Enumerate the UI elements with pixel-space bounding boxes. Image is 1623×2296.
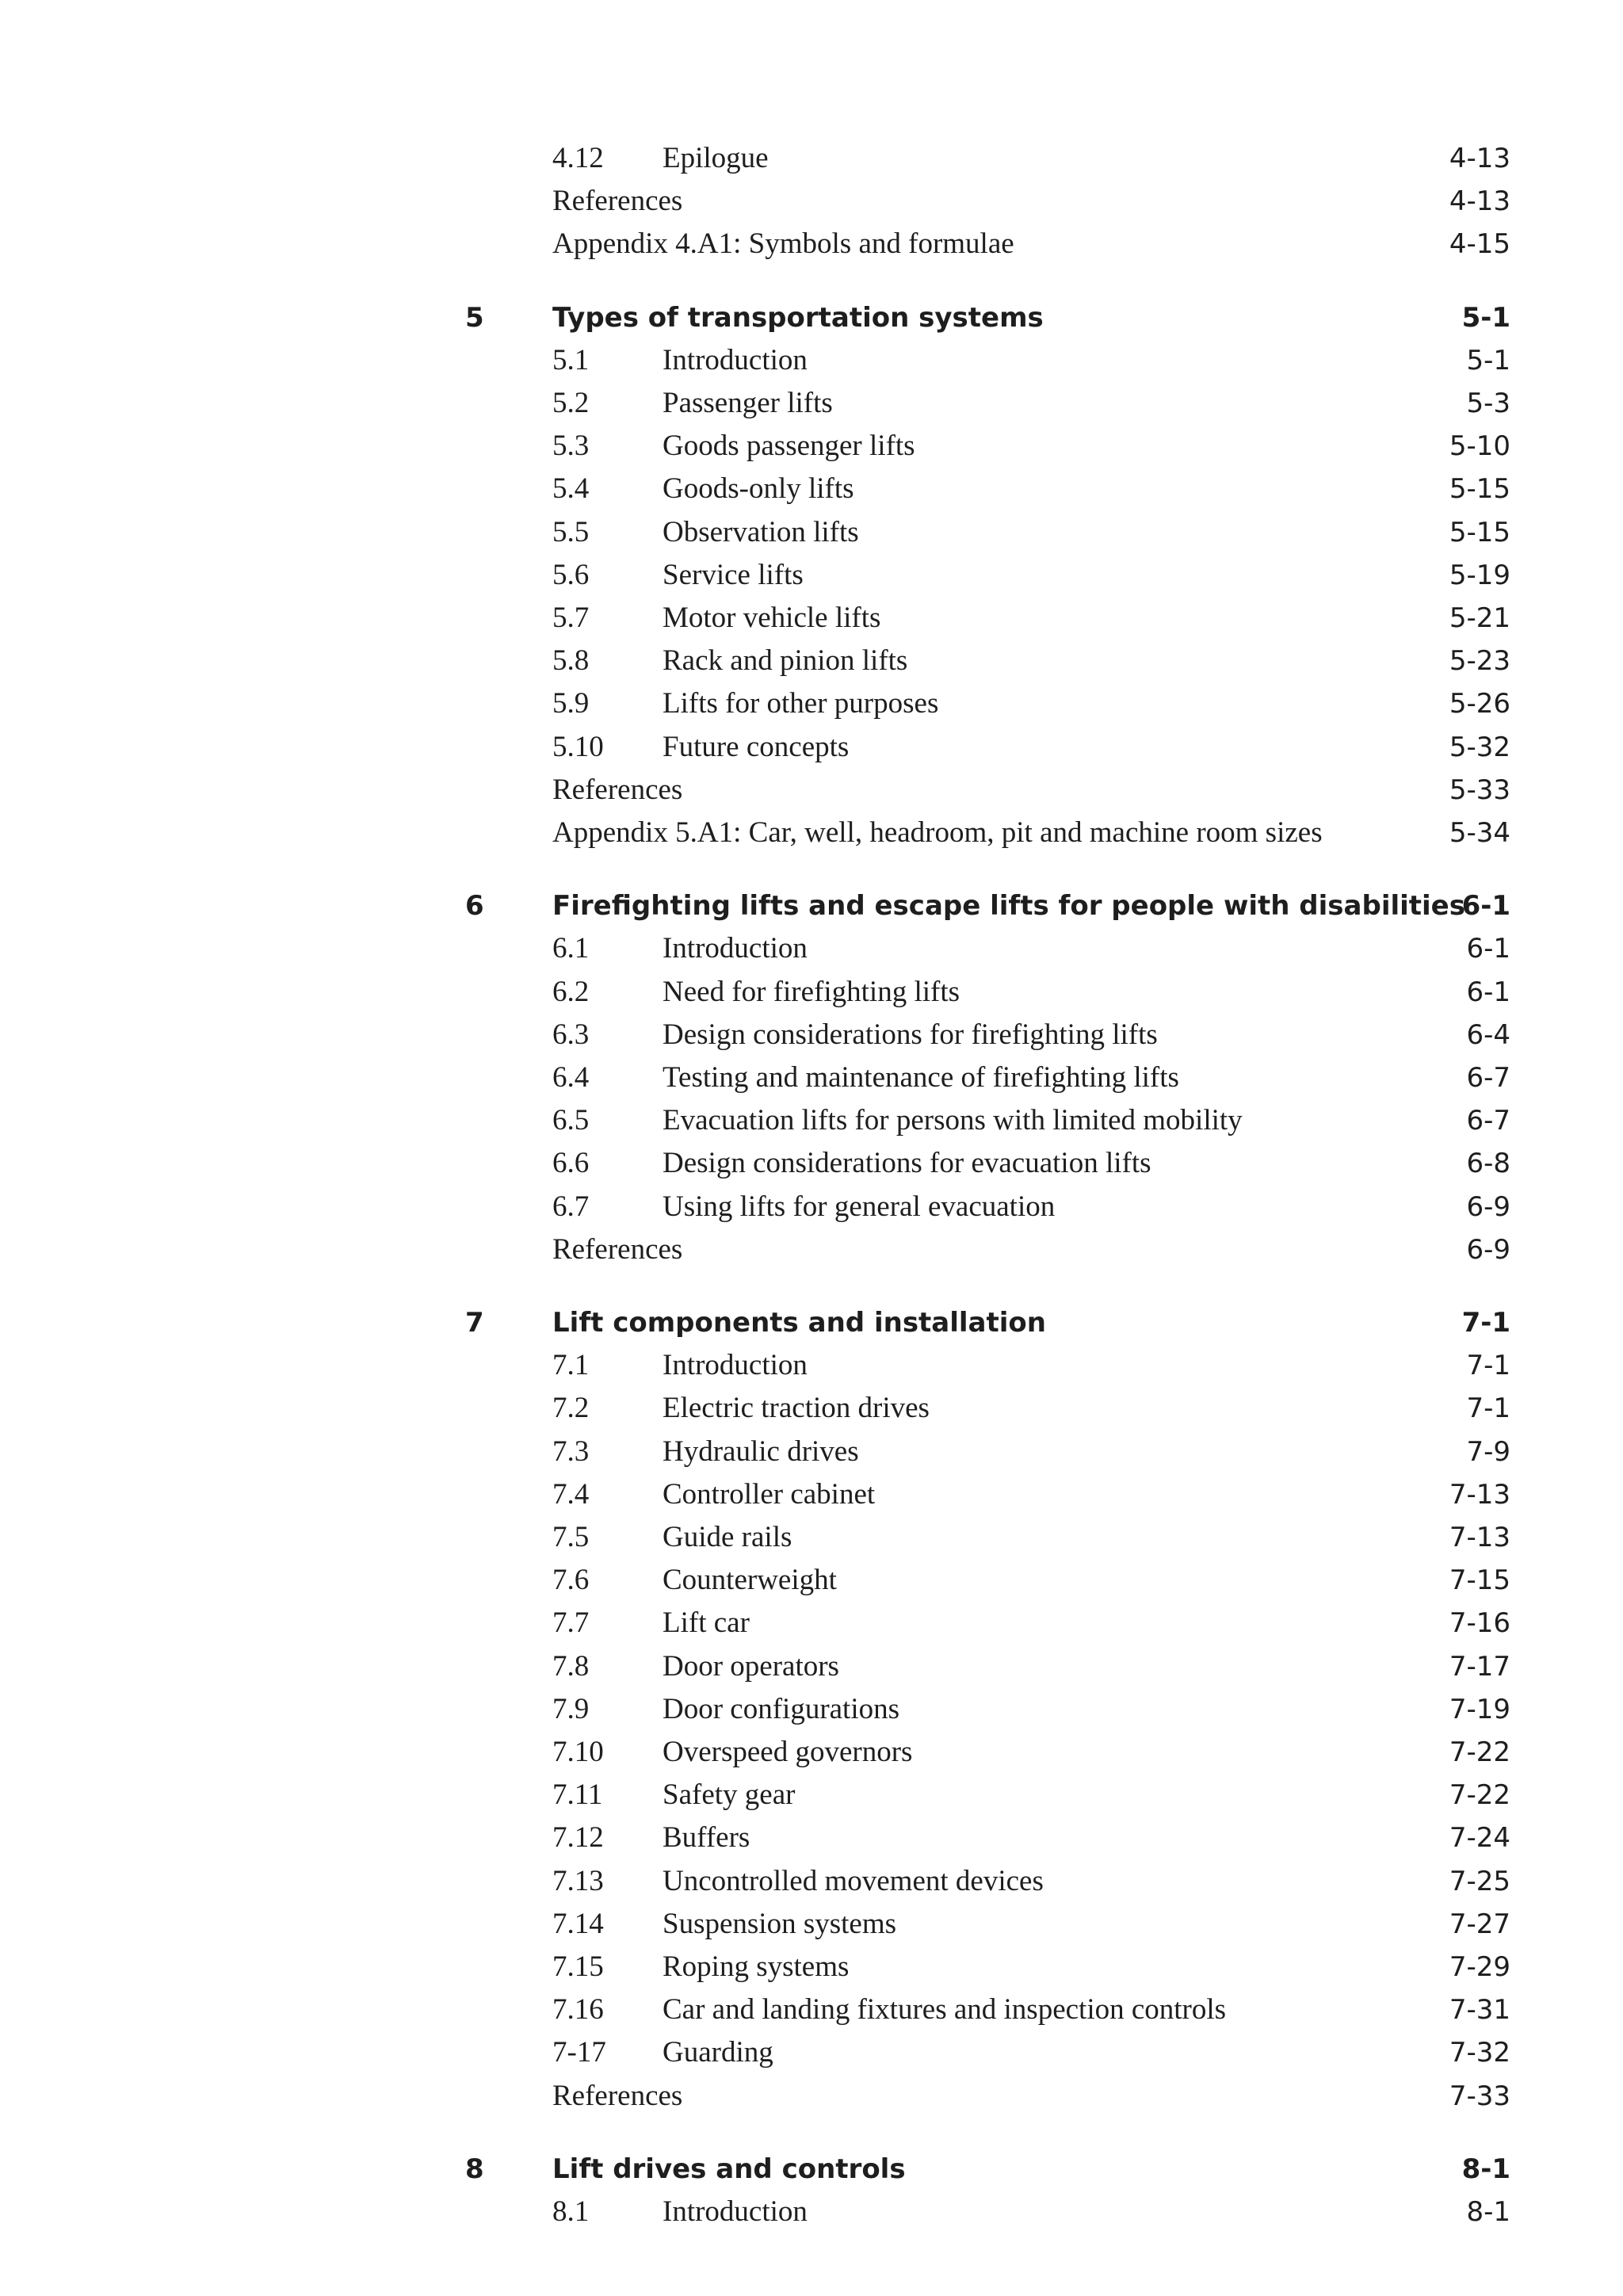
entry-title: Appendix 4.A1: Symbols and formulae <box>552 227 1014 260</box>
section-entry <box>0 1186 1623 1228</box>
entry-title: Rack and pinion lifts <box>663 644 908 677</box>
entry-title: Counterweight <box>663 1564 837 1596</box>
entry-number: 5.1 <box>552 344 590 376</box>
entry-title: Roping systems <box>663 1950 850 1983</box>
section-entry <box>0 1817 1623 1859</box>
section-entry <box>0 971 1623 1014</box>
section-entry <box>0 1731 1623 1774</box>
entry-number: 7.10 <box>552 1736 604 1768</box>
entry-number: 7.3 <box>552 1435 590 1468</box>
entry-title: Buffers <box>663 1821 750 1854</box>
entry-title: Safety gear <box>663 1778 796 1811</box>
entry-page: 5-1 <box>1461 302 1510 334</box>
entry-number: 7-17 <box>552 2036 606 2069</box>
section-entry <box>0 1860 1623 1903</box>
entry-number: 5.2 <box>552 387 590 419</box>
entry-page: 5-23 <box>1449 645 1510 677</box>
reference-entry <box>0 2075 1623 2118</box>
entry-number: 5.4 <box>552 472 590 505</box>
entry-title: Introduction <box>663 932 808 965</box>
entry-page: 5-34 <box>1449 817 1510 849</box>
entry-page: 7-24 <box>1449 1822 1510 1854</box>
entry-number: 6.3 <box>552 1018 590 1051</box>
entry-title: Lift components and installation <box>552 1307 1046 1339</box>
entry-title: Door operators <box>663 1650 839 1683</box>
section-entry <box>0 468 1623 510</box>
section-entry <box>0 382 1623 425</box>
entry-page: 5-32 <box>1449 732 1510 763</box>
entry-page: 5-15 <box>1449 517 1510 548</box>
entry-page: 4-15 <box>1449 228 1510 260</box>
entry-page: 5-1 <box>1466 345 1510 376</box>
entry-page: 6-7 <box>1466 1062 1510 1094</box>
entry-page: 7-1 <box>1466 1392 1510 1424</box>
section-entry <box>0 554 1623 597</box>
entry-title: Design considerations for evacuation lifts <box>663 1147 1151 1179</box>
section-entry <box>0 425 1623 468</box>
entry-title: Lift drives and controls <box>552 2153 906 2185</box>
section-entry <box>0 2191 1623 2233</box>
entry-number: 5 <box>465 302 484 334</box>
entry-number: 8.1 <box>552 2195 590 2228</box>
entry-page: 5-26 <box>1449 688 1510 720</box>
entry-page: 4-13 <box>1449 185 1510 217</box>
chapter-entry <box>0 296 1623 339</box>
entry-page: 6-9 <box>1466 1234 1510 1266</box>
entry-title: Suspension systems <box>663 1908 897 1940</box>
entry-page: 6-1 <box>1466 933 1510 965</box>
entry-number: 6.1 <box>552 932 590 965</box>
section-entry <box>0 726 1623 769</box>
reference-entry <box>0 223 1623 266</box>
entry-page: 5-33 <box>1449 774 1510 806</box>
entry-page: 7-1 <box>1461 1307 1510 1339</box>
entry-number: 7.14 <box>552 1908 604 1940</box>
reference-entry <box>0 180 1623 223</box>
entry-number: 7.2 <box>552 1392 590 1424</box>
section-entry <box>0 1431 1623 1473</box>
section-entry <box>0 137 1623 180</box>
entry-number: 7.4 <box>552 1478 590 1511</box>
entry-title: References <box>552 1233 683 1266</box>
section-entry <box>0 1099 1623 1142</box>
entry-number: 6.4 <box>552 1061 590 1094</box>
section-entry <box>0 1344 1623 1387</box>
entry-number: 5.6 <box>552 559 590 591</box>
section-entry <box>0 640 1623 682</box>
entry-page: 7-13 <box>1449 1522 1510 1553</box>
entry-title: Door configurations <box>663 1693 900 1725</box>
entry-number: 7.9 <box>552 1693 590 1725</box>
section-entry <box>0 927 1623 970</box>
entry-page: 5-15 <box>1449 473 1510 505</box>
section-entry <box>0 2031 1623 2074</box>
section-entry <box>0 1014 1623 1056</box>
entry-title: Hydraulic drives <box>663 1435 859 1468</box>
entry-page: 7-29 <box>1449 1951 1510 1983</box>
entry-title: Introduction <box>663 2195 808 2228</box>
entry-page: 7-33 <box>1449 2080 1510 2112</box>
entry-title: Goods-only lifts <box>663 472 854 505</box>
entry-title: Appendix 5.A1: Car, well, headroom, pit and machine room sizes <box>552 816 1323 849</box>
entry-number: 7.16 <box>552 1993 604 2026</box>
entry-title: Motor vehicle lifts <box>663 602 881 634</box>
entry-number: 5.9 <box>552 687 590 720</box>
section-entry <box>0 1602 1623 1645</box>
entry-number: 8 <box>465 2153 484 2185</box>
entry-number: 7.15 <box>552 1950 604 1983</box>
section-entry <box>0 1056 1623 1099</box>
entry-page: 7-9 <box>1466 1436 1510 1468</box>
section-entry <box>0 1473 1623 1516</box>
entry-number: 5.10 <box>552 731 604 763</box>
entry-title: Design considerations for firefighting lifts <box>663 1018 1158 1051</box>
section-entry <box>0 511 1623 554</box>
entry-page: 6-1 <box>1466 976 1510 1008</box>
entry-page: 7-17 <box>1449 1651 1510 1683</box>
section-entry <box>0 1946 1623 1988</box>
entry-page: 6-4 <box>1466 1019 1510 1051</box>
entry-number: 7.7 <box>552 1606 590 1639</box>
section-entry <box>0 1516 1623 1559</box>
section-entry <box>0 597 1623 640</box>
section-entry <box>0 1774 1623 1817</box>
chapter-entry <box>0 884 1623 927</box>
entry-page: 5-3 <box>1466 388 1510 419</box>
section-entry <box>0 682 1623 725</box>
entry-page: 5-19 <box>1449 560 1510 591</box>
entry-title: Evacuation lifts for persons with limited mobility <box>663 1104 1243 1137</box>
entry-number: 6 <box>465 890 484 922</box>
entry-title: Firefighting lifts and escape lifts for people with disabilities <box>552 890 1465 922</box>
entry-title: Lifts for other purposes <box>663 687 939 720</box>
entry-title: References <box>552 2080 683 2112</box>
section-entry <box>0 339 1623 382</box>
entry-title: Passenger lifts <box>663 387 833 419</box>
entry-page: 8-1 <box>1461 2153 1510 2185</box>
entry-number: 7.5 <box>552 1521 590 1553</box>
entry-title: Guide rails <box>663 1521 792 1553</box>
section-entry <box>0 1142 1623 1185</box>
entry-title: Lift car <box>663 1606 750 1639</box>
entry-title: Car and landing fixtures and inspection controls <box>663 1993 1227 2026</box>
entry-title: Introduction <box>663 1349 808 1381</box>
entry-page: 8-1 <box>1466 2196 1510 2228</box>
entry-title: Types of transportation systems <box>552 302 1044 334</box>
entry-number: 7.11 <box>552 1778 603 1811</box>
entry-title: Goods passenger lifts <box>663 430 915 462</box>
entry-title: Testing and maintenance of firefighting lifts <box>663 1061 1179 1094</box>
entry-number: 5.3 <box>552 430 590 462</box>
entry-number: 5.8 <box>552 644 590 677</box>
entry-page: 6-9 <box>1466 1191 1510 1223</box>
entry-page: 7-25 <box>1449 1866 1510 1897</box>
entry-page: 7-1 <box>1466 1350 1510 1381</box>
entry-page: 6-7 <box>1466 1105 1510 1137</box>
entry-page: 5-21 <box>1449 602 1510 634</box>
entry-page: 7-13 <box>1449 1479 1510 1511</box>
entry-number: 7.12 <box>552 1821 604 1854</box>
entry-title: Need for firefighting lifts <box>663 976 960 1008</box>
entry-page: 6-1 <box>1461 890 1510 922</box>
entry-number: 6.2 <box>552 976 590 1008</box>
entry-page: 7-32 <box>1449 2037 1510 2069</box>
entry-number: 7.6 <box>552 1564 590 1596</box>
entry-title: Electric traction drives <box>663 1392 930 1424</box>
entry-title: Uncontrolled movement devices <box>663 1865 1044 1897</box>
entry-number: 5.5 <box>552 516 590 548</box>
entry-page: 7-22 <box>1449 1779 1510 1811</box>
entry-page: 7-19 <box>1449 1694 1510 1725</box>
section-entry <box>0 1645 1623 1688</box>
reference-entry <box>0 769 1623 812</box>
entry-number: 6.5 <box>552 1104 590 1137</box>
chapter-entry <box>0 2148 1623 2191</box>
entry-title: References <box>552 185 683 217</box>
reference-entry <box>0 812 1623 854</box>
section-entry <box>0 1688 1623 1731</box>
section-entry <box>0 1903 1623 1946</box>
entry-number: 7.13 <box>552 1865 604 1897</box>
entry-number: 4.12 <box>552 142 604 174</box>
entry-title: Service lifts <box>663 559 804 591</box>
entry-title: Controller cabinet <box>663 1478 876 1511</box>
entry-title: Observation lifts <box>663 516 859 548</box>
entry-title: Epilogue <box>663 142 769 174</box>
section-entry <box>0 1559 1623 1602</box>
entry-title: Guarding <box>663 2036 773 2069</box>
entry-number: 5.7 <box>552 602 590 634</box>
entry-page: 7-22 <box>1449 1736 1510 1768</box>
entry-page: 7-27 <box>1449 1908 1510 1940</box>
entry-title: References <box>552 774 683 806</box>
entry-number: 6.6 <box>552 1147 590 1179</box>
chapter-entry <box>0 1301 1623 1344</box>
entry-page: 4-13 <box>1449 143 1510 174</box>
entry-title: Future concepts <box>663 731 850 763</box>
section-entry <box>0 1387 1623 1430</box>
entry-number: 7 <box>465 1307 484 1339</box>
entry-page: 5-10 <box>1449 430 1510 462</box>
entry-title: Using lifts for general evacuation <box>663 1190 1056 1223</box>
reference-entry <box>0 1228 1623 1271</box>
entry-page: 6-8 <box>1466 1148 1510 1179</box>
entry-number: 6.7 <box>552 1190 590 1223</box>
section-entry <box>0 1988 1623 2031</box>
entry-page: 7-16 <box>1449 1607 1510 1639</box>
entry-title: Introduction <box>663 344 808 376</box>
entry-page: 7-15 <box>1449 1564 1510 1596</box>
entry-page: 7-31 <box>1449 1994 1510 2026</box>
entry-number: 7.1 <box>552 1349 590 1381</box>
entry-title: Overspeed governors <box>663 1736 913 1768</box>
entry-number: 7.8 <box>552 1650 590 1683</box>
